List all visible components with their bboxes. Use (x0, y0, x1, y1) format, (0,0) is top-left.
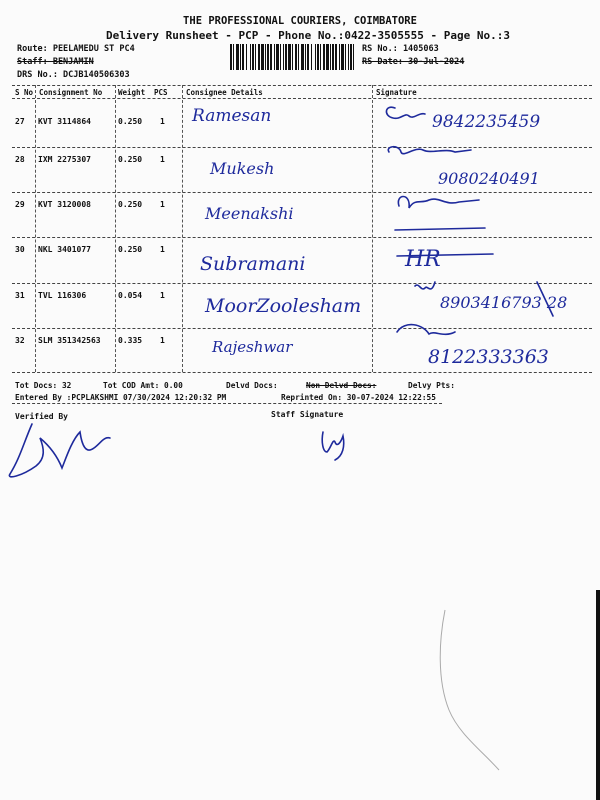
phone-handwriting: 8903416793 28 (440, 293, 568, 312)
company-title: THE PROFESSIONAL COURIERS, COIMBATORE (183, 15, 417, 27)
staff-signature-label: Staff Signature (271, 410, 344, 419)
total-cod-amount: Tot COD Amt: 0.00 (103, 381, 183, 390)
rs-number: RS No.: 1405063 (362, 44, 439, 54)
row-sno: 29 (15, 200, 25, 209)
non-delivered-docs: Non Delvd Docs: (306, 381, 377, 390)
verified-by-label: Verified By (15, 412, 68, 421)
delivered-docs: Delvd Docs: (226, 381, 278, 390)
row-pcs: 1 (160, 291, 165, 300)
phone-handwriting: 8122333363 (428, 346, 549, 368)
rs-date: RS Date: 30-Jul-2024 (362, 57, 465, 67)
row-consignment: KVT 3114864 (38, 117, 91, 126)
row-pcs: 1 (160, 245, 165, 254)
row-pcs: 1 (160, 336, 165, 345)
consignee-handwriting: Meenakshi (205, 204, 294, 223)
col-consignment: Consignment No (39, 88, 103, 97)
row-weight: 0.054 (118, 291, 143, 300)
scan-edge (596, 590, 600, 800)
row-weight: 0.250 (118, 117, 143, 126)
delivery-points: Delvy Pts: (408, 381, 455, 390)
row-consignment: NKL 3401077 (38, 245, 91, 254)
row-sno: 27 (15, 117, 25, 126)
drs-number: DRS No.: DCJB140506303 (17, 70, 130, 80)
col-signature: Signature (376, 88, 417, 97)
consignee-handwriting: Subramani (200, 253, 306, 275)
barcode-icon (230, 44, 354, 70)
col-weight: Weight (118, 88, 146, 97)
row-consignment: IXM 2275307 (38, 155, 91, 164)
staff-label: Staff: BENJAMIN (17, 57, 94, 67)
consignee-handwriting: Ramesan (192, 106, 272, 126)
total-docs: Tot Docs: 32 (15, 381, 72, 390)
row-consignment: SLM 351342563 (38, 336, 101, 345)
row-sno: 32 (15, 336, 25, 345)
row-pcs: 1 (160, 117, 165, 126)
staff-signature (315, 418, 355, 463)
verified-signature (2, 418, 122, 488)
row-consignment: TVL 116306 (38, 291, 87, 300)
col-pcs: PCS (154, 88, 168, 97)
reprinted-on: Reprinted On: 30-07-2024 12:22:55 (281, 393, 436, 402)
runsheet-subtitle: Delivery Runsheet - PCP - Phone No.:0422-3505555 - Page No.:3 (106, 29, 510, 42)
consignee-handwriting: Mukesh (210, 159, 275, 178)
row-sno: 28 (15, 155, 25, 164)
row-weight: 0.335 (118, 336, 143, 345)
entered-by: Entered By :PCPLAKSHMI 07/30/2024 12:20:32 PM (15, 393, 227, 402)
signature-handwriting: HR (405, 247, 441, 272)
row-weight: 0.250 (118, 155, 143, 164)
col-sno: S No (15, 88, 34, 97)
stray-pen-mark (425, 600, 515, 780)
phone-handwriting: 9080240491 (438, 169, 540, 188)
row-sno: 30 (15, 245, 25, 254)
table-bottom-rule (12, 372, 592, 373)
phone-handwriting: 9842235459 (432, 112, 541, 132)
row-weight: 0.250 (118, 200, 143, 209)
consignee-handwriting: MoorZoolesham (205, 295, 362, 317)
footer-rule (12, 403, 442, 404)
row-weight: 0.250 (118, 245, 143, 254)
signature-scribbles (375, 86, 575, 371)
route-label: Route: PEELAMEDU ST PC4 (17, 44, 135, 54)
row-pcs: 1 (160, 155, 165, 164)
row-consignment: KVT 3120008 (38, 200, 91, 209)
row-sno: 31 (15, 291, 25, 300)
row-pcs: 1 (160, 200, 165, 209)
consignee-handwriting: Rajeshwar (212, 338, 293, 356)
col-consignee-details: Consignee Details (186, 88, 263, 97)
